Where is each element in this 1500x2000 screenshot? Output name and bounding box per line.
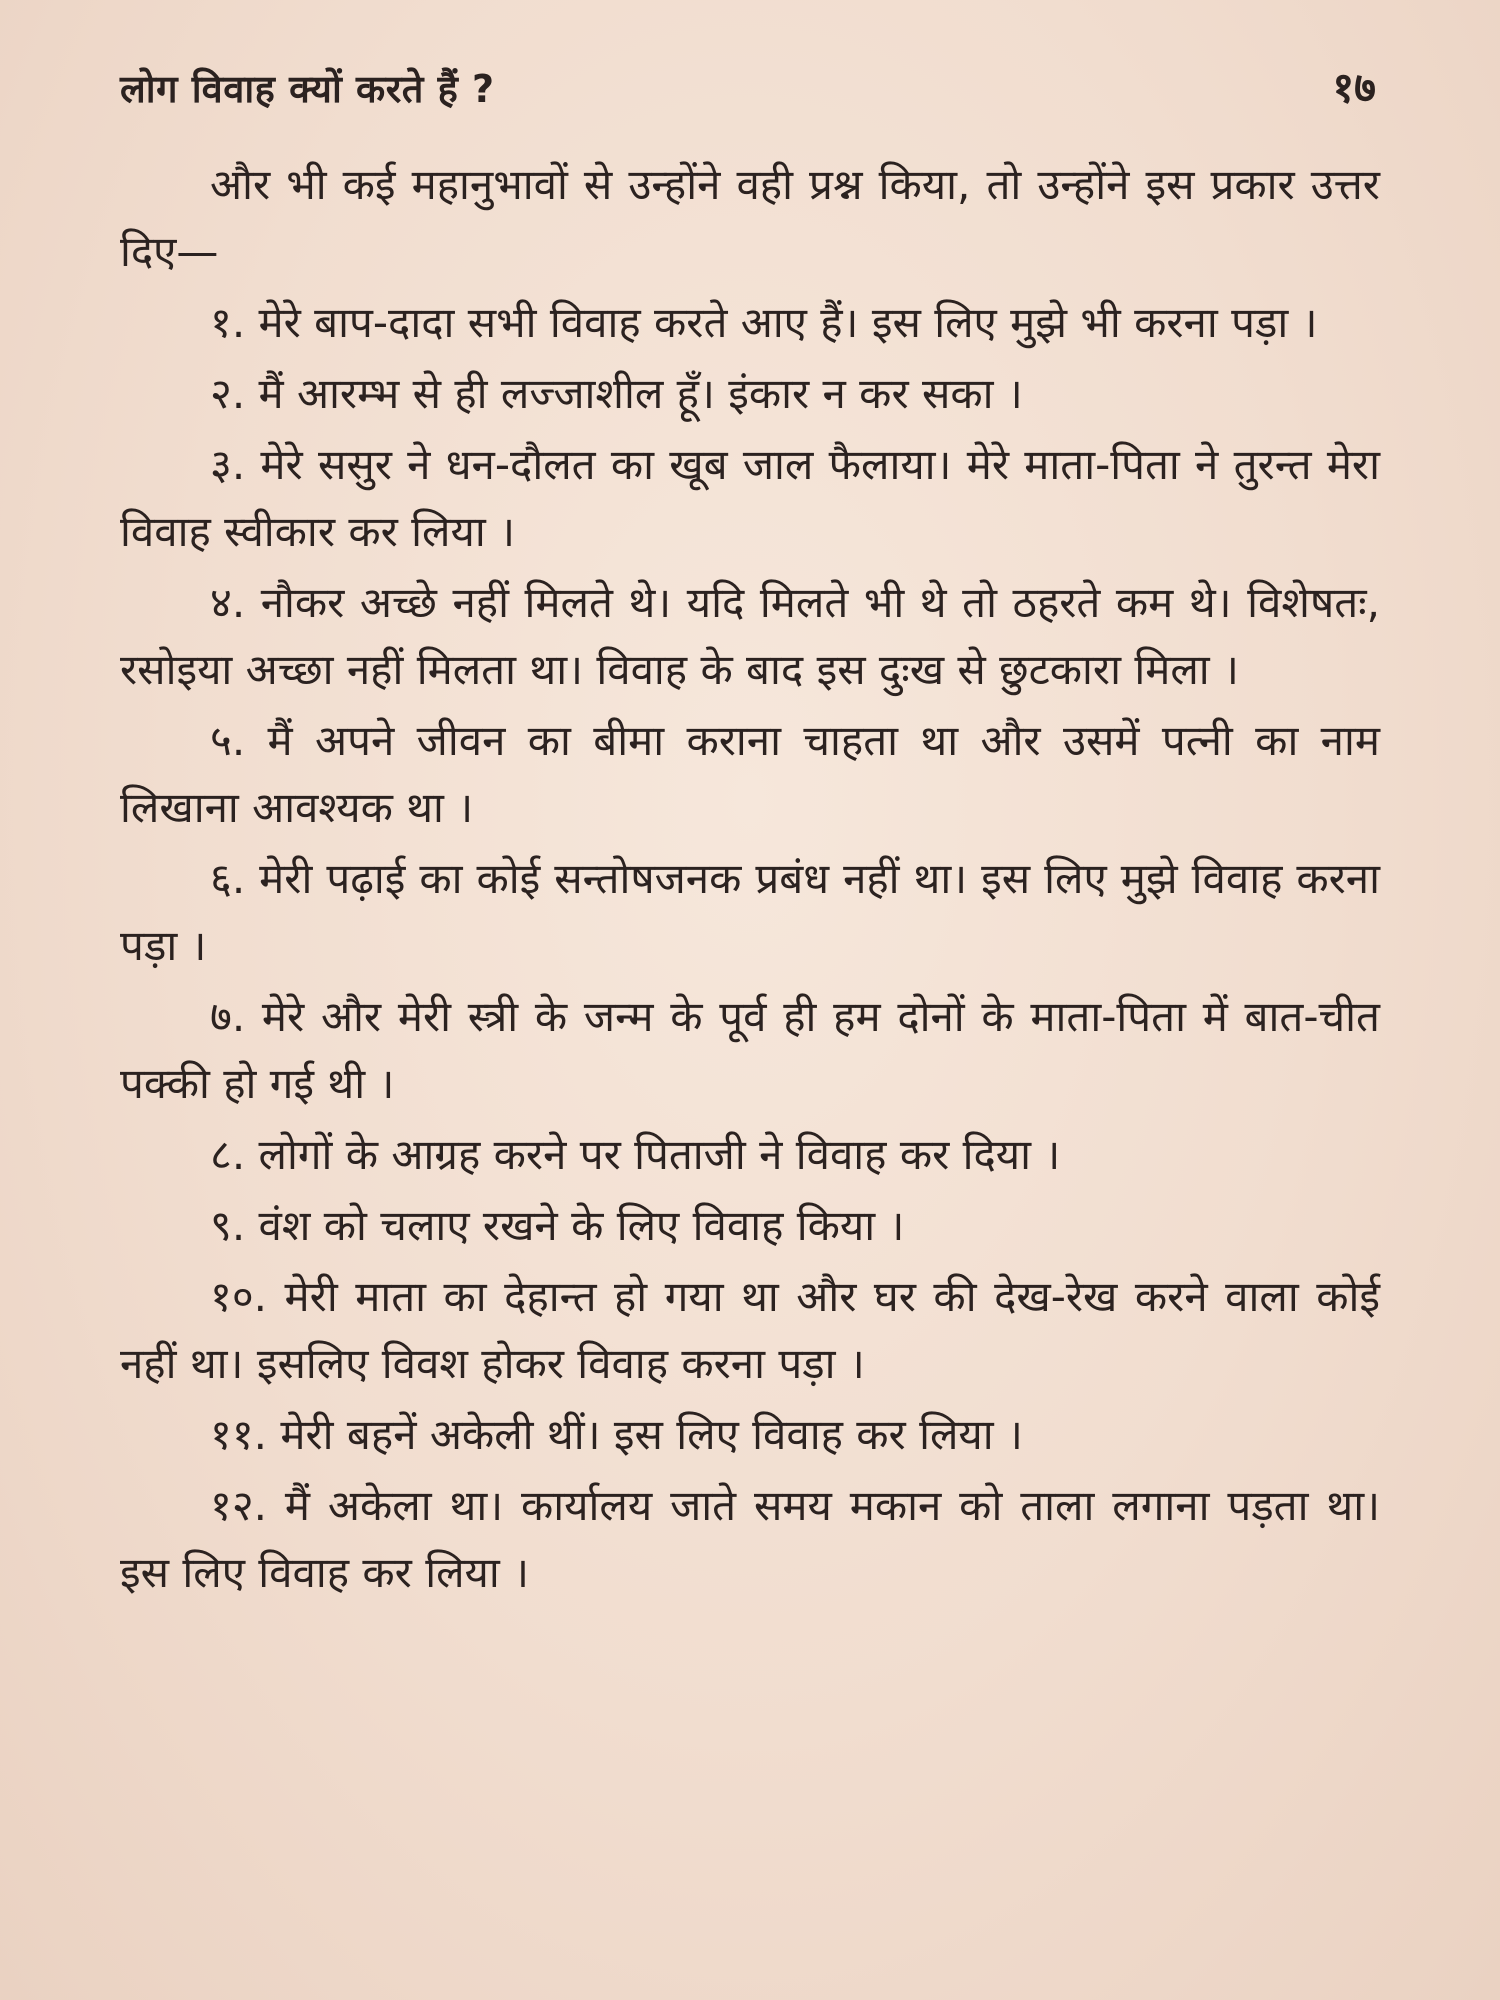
list-item: २. मैं आरम्भ से ही लज्जाशील हूँ। इंकार न कर सका । bbox=[210, 369, 1023, 418]
list-item: ७. मेरे और मेरी स्त्री के जन्म के पूर्व ही हम दोनों के माता-पिता में बात-चीत पक्की हो गई थी । bbox=[120, 992, 1380, 1108]
list-item: ४. नौकर अच्छे नहीं मिलते थे। यदि मिलते भी थे तो ठहरते कम थे। विशेषतः, रसोइया अच्छा नहीं मिलता था। विवाह के बाद इस दुःख से छुटकारा मिला । bbox=[120, 578, 1380, 694]
list-item: १. मेरे बाप-दादा सभी विवाह करते आए हैं। इस लिए मुझे भी करना पड़ा । bbox=[210, 298, 1318, 347]
list-item: १२. मैं अकेला था। कार्यालय जाते समय मकान को ताला लगाना पड़ता था। इस लिए विवाह कर लिया । bbox=[120, 1481, 1380, 1597]
list-item: ६. मेरी पढ़ाई का कोई सन्तोषजनक प्रबंध नहीं था। इस लिए मुझे विवाह करना पड़ा । bbox=[120, 854, 1380, 970]
page-number: १७ bbox=[1332, 63, 1376, 112]
running-head bbox=[120, 58, 1380, 115]
list-item: ९. वंश को चलाए रखने के लिए विवाह किया । bbox=[210, 1201, 905, 1250]
list-item: ३. मेरे ससुर ने धन-दौलत का खूब जाल फैलाया। मेरे माता-पिता ने तुरन्त मेरा विवाह स्वीकार कर लिया । bbox=[120, 440, 1380, 556]
body-text bbox=[120, 151, 1380, 1606]
list-item: ११. मेरी बहनें अकेली थीं। इस लिए विवाह कर लिया । bbox=[210, 1410, 1023, 1459]
intro-paragraph: और भी कई महानुभावों से उन्होंने वही प्रश्न किया, तो उन्होंने इस प्रकार उत्तर दिए— bbox=[120, 160, 1380, 276]
list-item: १०. मेरी माता का देहान्त हो गया था और घर की देख-रेख करने वाला कोई नहीं था। इसलिए विवश होकर विवाह करना पड़ा । bbox=[120, 1272, 1380, 1388]
list-item: ८. लोगों के आग्रह करने पर पिताजी ने विवाह कर दिया । bbox=[210, 1130, 1061, 1179]
list-item: ५. मैं अपने जीवन का बीमा कराना चाहता था और उसमें पत्नी का नाम लिखाना आवश्यक था । bbox=[120, 716, 1380, 832]
running-title: लोग विवाह क्यों करते हैं ? bbox=[120, 67, 495, 111]
